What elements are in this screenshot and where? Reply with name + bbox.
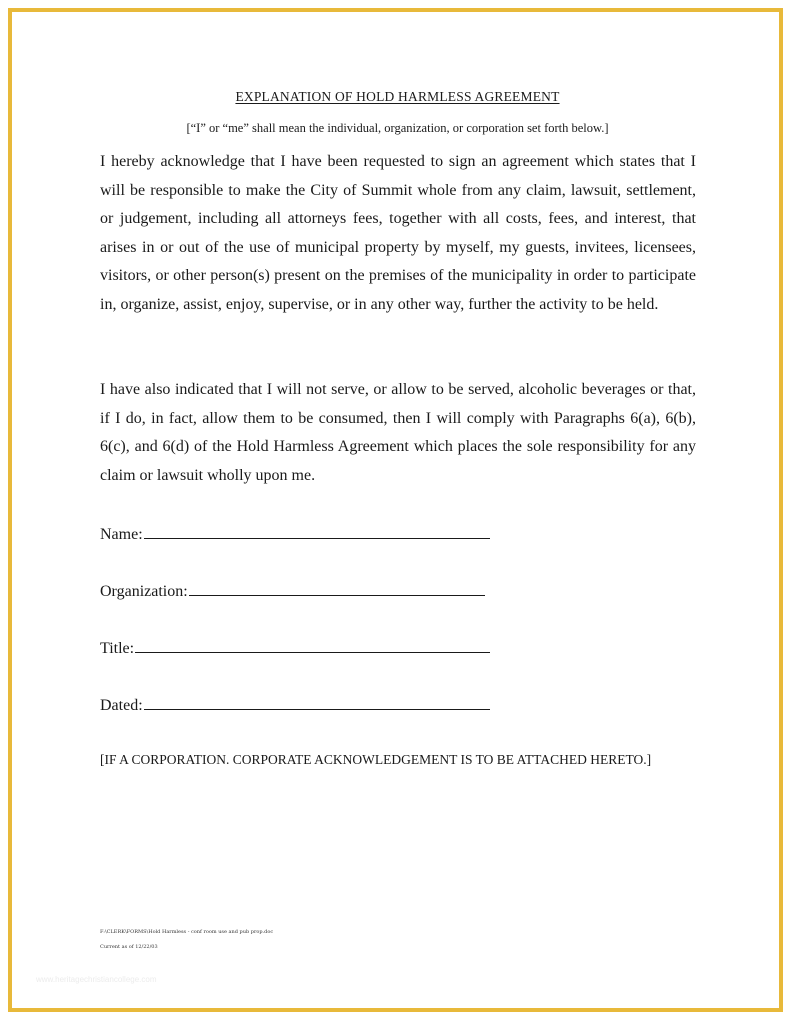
- footer-file-path: F:\CLERK\FORMS\Hold Harmless - conf room use and pub prop.doc: [100, 929, 274, 935]
- footer-current-date: Current as of 12/22/03: [100, 944, 158, 950]
- organization-signature-line[interactable]: [189, 581, 485, 596]
- organization-label: Organization:: [100, 583, 188, 600]
- acknowledgement-paragraph: I hereby acknowledge that I have been requested to sign an agreement which states that I will be responsible to make the City of Summit whole from any claim, lawsuit, settlement, or judgement, including all attorneys fees, together with all costs, fees, and interest, that arises in or out of the use of municipal property by myself, my guests, invitees, licensees, visitors, or other person(s) present on the premises of the municipality in order to participate in, organize, assist, enjoy, supervise, or in any other way, further the activity to be held.: [100, 153, 696, 313]
- corporate-acknowledgement-note: [IF A CORPORATION. CORPORATE ACKNOWLEDGEMENT IS TO BE ATTACHED HERETO.]: [100, 752, 652, 767]
- name-signature-line[interactable]: [144, 524, 490, 539]
- dated-label: Dated:: [100, 697, 143, 714]
- dated-signature-line[interactable]: [144, 695, 490, 710]
- document-subtitle: [“I” or “me” shall mean the individual, organization, or corporation set forth below.]: [186, 121, 609, 135]
- alcohol-paragraph: I have also indicated that I will not serve, or allow to be served, alcoholic beverages or that, if I do, in fact, allow them to be consumed, then I will comply with Paragraphs 6(a), 6(b), 6(c), and 6(d) of the Hold Harmless Agreement which places the sole responsibility for any claim or lawsuit wholly upon me.: [100, 381, 696, 484]
- title-signature-line[interactable]: [135, 638, 490, 653]
- name-label: Name:: [100, 526, 143, 543]
- organization-field[interactable]: [100, 581, 485, 601]
- document-title: EXPLANATION OF HOLD HARMLESS AGREEMENT: [235, 89, 560, 104]
- name-field[interactable]: [100, 524, 490, 544]
- title-label: Title:: [100, 640, 135, 657]
- dated-field[interactable]: [100, 695, 490, 715]
- title-field[interactable]: [100, 638, 490, 658]
- watermark-text: www.heritagechristiancollege.com: [36, 975, 157, 984]
